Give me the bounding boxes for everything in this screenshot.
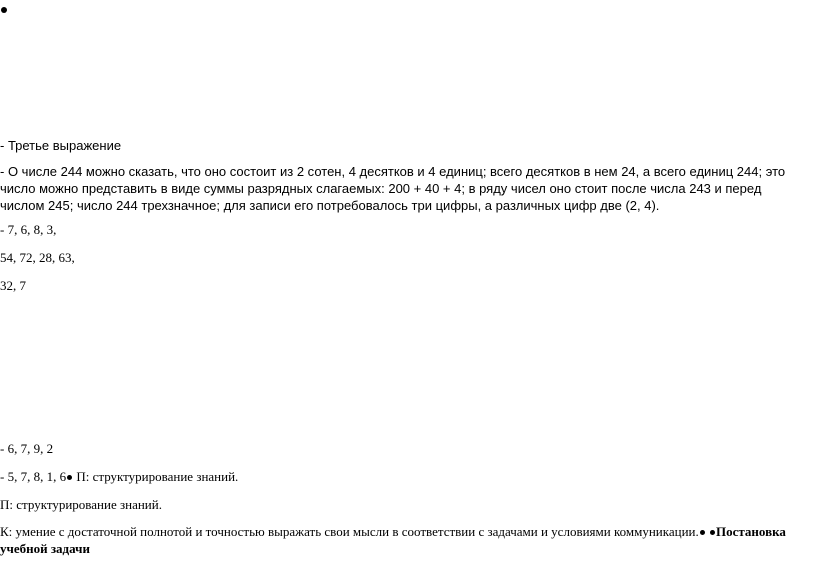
line-numbers-2: 54, 72, 28, 63,	[0, 250, 75, 265]
line-numbers-1: - 7, 6, 8, 3,	[0, 222, 57, 237]
top-bullet-icon	[1, 7, 7, 13]
bullet-icon	[710, 530, 715, 535]
line-numbers-4: - 6, 7, 9, 2	[0, 441, 54, 456]
bullet-icon	[700, 530, 705, 535]
structuring-label-inline: П: структурирование знаний.	[73, 469, 239, 484]
line-numbers-5	[0, 468, 238, 485]
paragraph-number-244: - О числе 244 можно сказать, что оно состоит из 2 сотен, 4 десятков и 4 единиц; всего десятков в нем 24, а всего единиц 244; это число можно представить в виде суммы разрядных слагаемых: 200 + 40 + 4; в ряду чисел оно стоит после числа 243 и перед числом 245; число 244 трехзначное; для записи его потребовалось три цифры, а различных цифр две (2, 4).	[0, 164, 786, 213]
communication-paragraph	[0, 523, 805, 557]
structuring-label: П: структурирование знаний.	[0, 497, 162, 512]
line-third-expression: - Третье выражение	[0, 138, 122, 153]
line-numbers-3: 32, 7	[0, 278, 26, 293]
numbers-5-text: - 5, 7, 8, 1, 6	[0, 469, 67, 484]
communication-text: К: умение с достаточной полнотой и точностью выражать свои мысли в соответствии с задачами и условиями коммуникации.	[0, 524, 699, 539]
task-setting-heading: Постановка учебной задачи	[0, 524, 786, 556]
bullet-icon	[67, 475, 72, 480]
